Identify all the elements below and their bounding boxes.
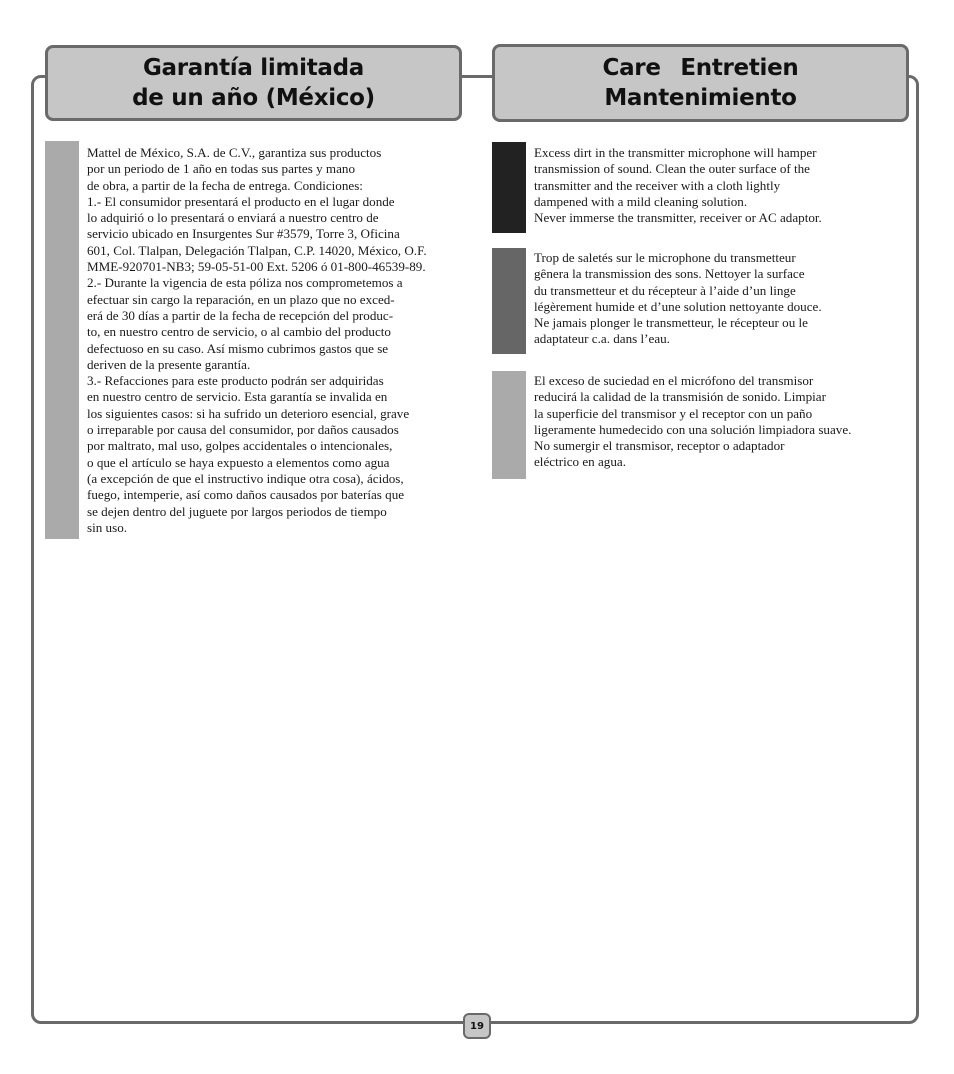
spanish-language-bar xyxy=(492,371,526,479)
care-title-line-2: Mantenimiento xyxy=(604,85,797,111)
page-number: 19 xyxy=(470,1020,484,1032)
french-language-bar xyxy=(492,248,526,354)
warranty-title-line-1: Garantía limitada xyxy=(142,55,365,81)
care-english-text: Excess dirt in the transmitter microphone will hamper transmission of sound. Clean the outer surface of the transmitter and the receiver with a cloth lightly dampened with a mild cleaning solution. Never immerse the transmitter, receiver or AC adaptor. xyxy=(534,145,822,226)
page-number-badge xyxy=(463,1013,491,1039)
care-header xyxy=(492,44,909,122)
warranty-language-bar xyxy=(45,141,79,539)
warranty-header xyxy=(45,45,462,121)
care-french-text: Trop de saletés sur le microphone du transmetteur gênera la transmission des sons. Nettoyer la surface du transmetteur et du récepteur à l’aide d’un linge légèrement humide et d’une solution nettoyante douce. Ne jamais plonger le transmetteur, le récepteur ou le adaptateur c.a. dans l’eau. xyxy=(534,250,822,347)
warranty-title-line-2: de un año (México) xyxy=(132,85,375,111)
care-spanish-text: El exceso de suciedad en el micrófono del transmisor reducirá la calidad de la transmisión de sonido. Limpiar la superficie del transmisor y el receptor con un paño ligeramente humedecido con una solución limpiadora suave. No sumergir el transmisor, receptor o adaptador eléctrico en agua. xyxy=(534,373,852,470)
warranty-body: Mattel de México, S.A. de C.V., garantiza sus productos por un periodo de 1 año en todas sus partes y mano de obra, a partir de la fecha de entrega. Condiciones: 1.- El consumidor presentará el producto en el lugar donde lo adquirió o lo presentará o enviará a nuestro centro de servicio ubicado en Insurgentes Sur #3579, Torre 3, Oficina 601, Col. Tlalpan, Delegación Tlalpan, C.P. 14020, México, O.F. MME-920701-NB3; 59-05-51-00 Ext. 5206 ó 01-800-46539-89. 2.- Durante la vigencia de esta póliza nos comprometemos a efectuar sin cargo la reparación, en un plazo que no exced- erá de 30 días a partir de la fecha de recepción del produc- to, en nuestro centro de servicio, o al cambio del producto defectuoso en su caso. Así mismo cubrimos gastos que se deriven de la presente garantía. 3.- Refacciones para este producto podrán ser adquiridas en nuestro centro de servicio. Esta garantía se invalida en los siguientes casos: si ha sufrido un deterioro esencial, grave o irreparable por causa del consumidor, por daños causados por maltrato, mal uso, golpes accidentales o intencionales, o que el artículo se haya expuesto a elementos como agua (a excepción de que el instructivo indique otra cosa), ácidos, fuego, intemperie, así como daños causados por baterías que se dejen dentro del juguete por largos periodos de tiempo sin uso. xyxy=(87,145,427,535)
care-title-line-1: Care Entretien xyxy=(602,55,799,81)
english-language-bar xyxy=(492,142,526,233)
